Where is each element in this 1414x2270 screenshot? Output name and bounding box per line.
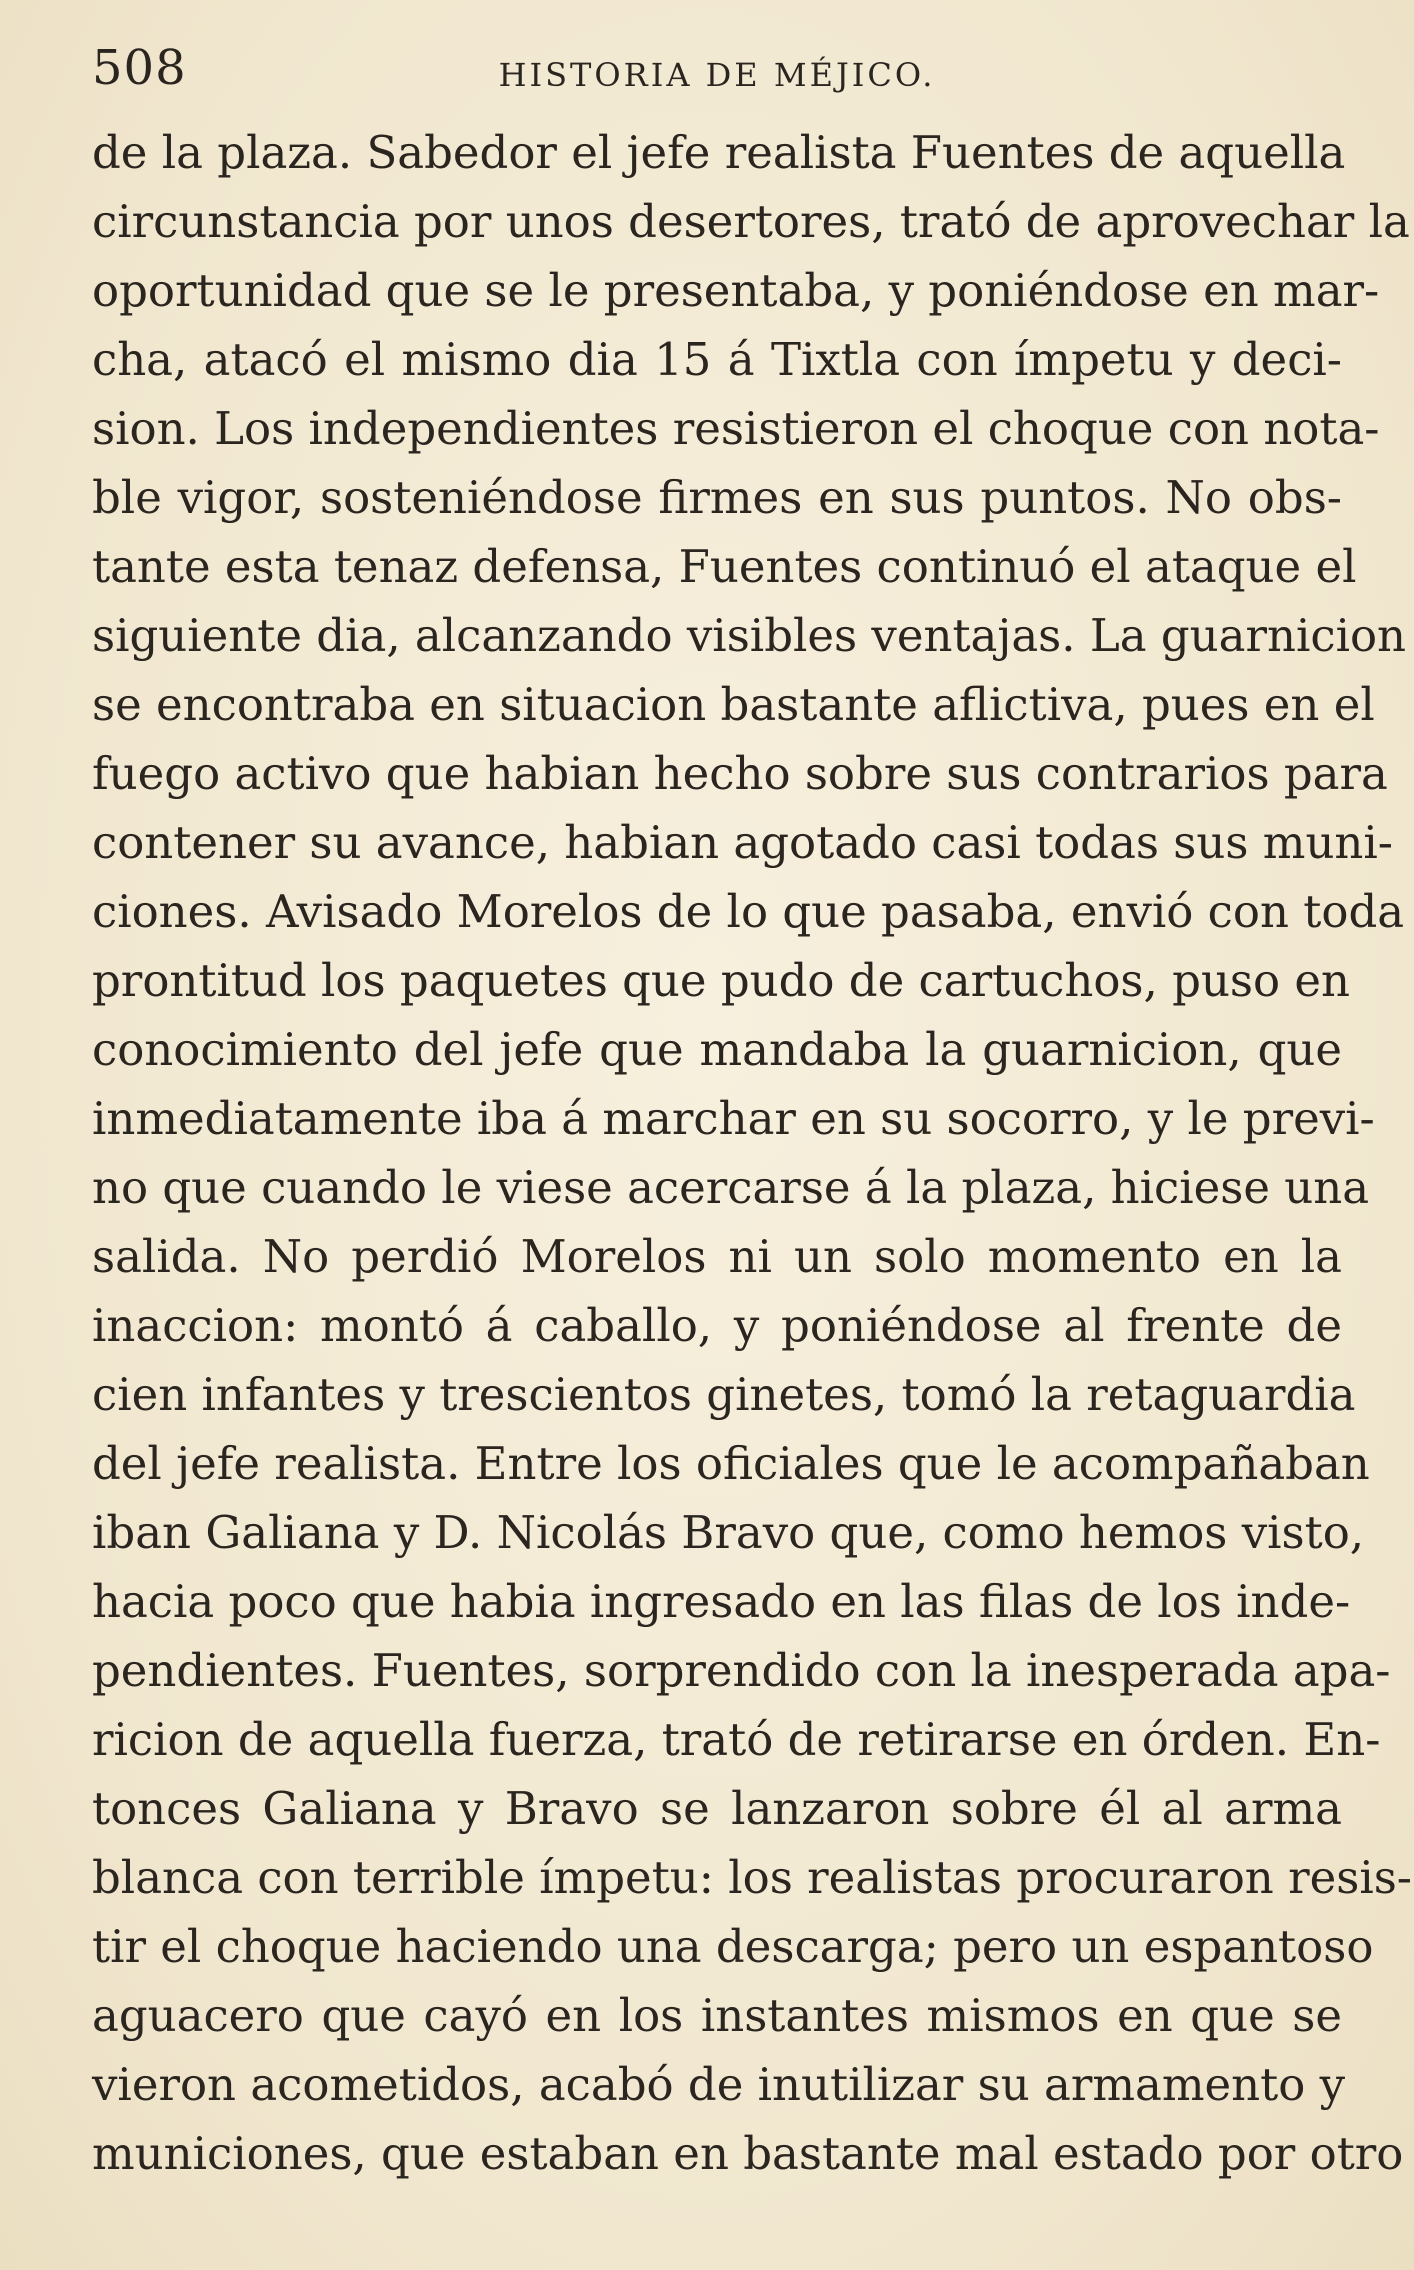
text-line: iban Galiana y D. Nicolás Bravo que, como hemos visto,: [92, 1506, 1365, 1559]
text-line: prontitud los paquetes que pudo de cartuchos, puso en: [92, 954, 1351, 1007]
text-line: inmediatamente iba á marchar en su socorro, y le previ-: [92, 1092, 1375, 1145]
text-line: de la plaza. Sabedor el jefe realista Fuentes de aquella: [92, 126, 1346, 179]
text-line: se encontraba en situacion bastante aflictiva, pues en el: [92, 678, 1375, 731]
text-line: conocimiento del jefe que mandaba la guarnicion, que: [92, 1023, 1342, 1076]
text-line: ble vigor, sosteniéndose firmes en sus puntos. No obs-: [92, 471, 1342, 524]
text-line: blanca con terrible ímpetu: los realistas procuraron resis-: [92, 1851, 1413, 1904]
text-line: salida. No perdió Morelos ni un solo momento en la: [92, 1230, 1342, 1283]
text-line: circunstancia por unos desertores, trató de aprovechar la: [92, 195, 1410, 248]
text-line: ricion de aquella fuerza, trató de retirarse en órden. En-: [92, 1713, 1381, 1766]
text-line: hacia poco que habia ingresado en las filas de los inde-: [92, 1575, 1351, 1628]
running-head: HISTORIA DE MÉJICO.: [498, 56, 936, 94]
text-line: inaccion: montó á caballo, y poniéndose al frente de: [92, 1299, 1342, 1352]
text-line: del jefe realista. Entre los oficiales que le acompañaban: [92, 1437, 1370, 1490]
text-line: tir el choque haciendo una descarga; pero un espantoso: [92, 1920, 1374, 1973]
text-line: municiones, que estaban en bastante mal estado por otro: [92, 2127, 1404, 2180]
text-line: oportunidad que se le presentaba, y poniéndose en mar-: [92, 264, 1380, 317]
text-line: no que cuando le viese acercarse á la plaza, hiciese una: [92, 1161, 1370, 1214]
text-line: tante esta tenaz defensa, Fuentes continuó el ataque el: [92, 540, 1357, 593]
text-line: cha, atacó el mismo dia 15 á Tixtla con ímpetu y deci-: [92, 333, 1342, 386]
text-line: aguacero que cayó en los instantes mismos en que se: [92, 1989, 1342, 2042]
text-line: contener su avance, habian agotado casi todas sus muni-: [92, 816, 1394, 869]
text-line: fuego activo que habian hecho sobre sus contrarios para: [92, 747, 1388, 800]
text-line: siguiente dia, alcanzando visibles ventajas. La guarnicion: [92, 609, 1407, 662]
text-line: cien infantes y trescientos ginetes, tomó la retaguardia: [92, 1368, 1356, 1421]
page-number: 508: [92, 40, 187, 96]
text-line: pendientes. Fuentes, sorprendido con la inesperada apa-: [92, 1644, 1391, 1697]
text-line: ciones. Avisado Morelos de lo que pasaba, envió con toda: [92, 885, 1405, 938]
text-line: vieron acometidos, acabó de inutilizar su armamento y: [92, 2058, 1346, 2111]
body-text: [92, 118, 1413, 2188]
text-line: sion. Los independientes resistieron el choque con nota-: [92, 402, 1380, 455]
text-line: tonces Galiana y Bravo se lanzaron sobre él al arma: [92, 1782, 1342, 1835]
